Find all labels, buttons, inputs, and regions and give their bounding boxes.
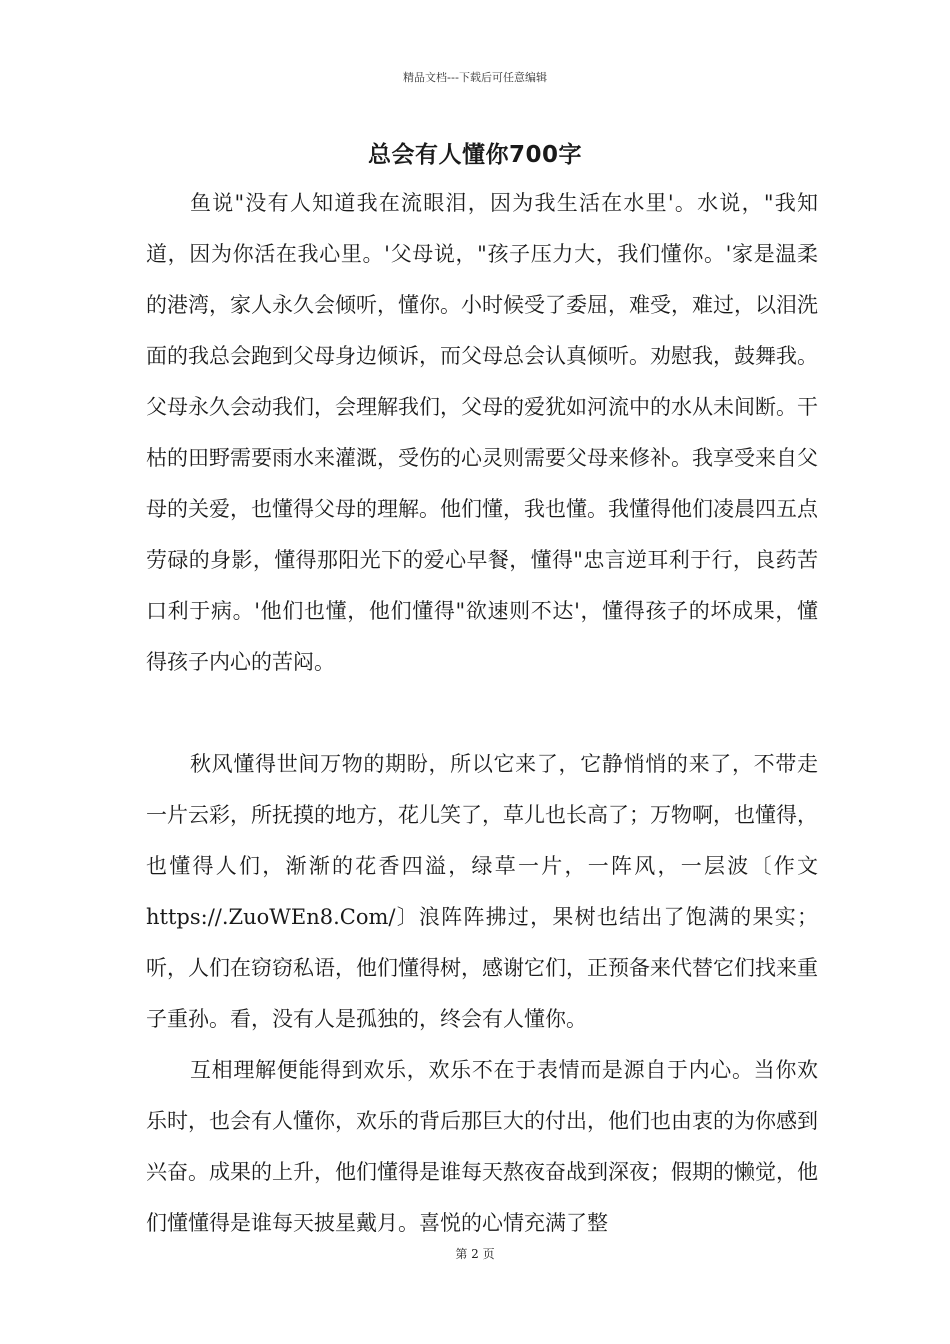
paragraph-spacer — [146, 688, 818, 739]
page-number: 第 2 页 — [455, 1247, 495, 1261]
paragraph-3: 互相理解便能得到欢乐，欢乐不在于表情而是源自于内心。当你欢乐时，也会有人懂你，欢乐的背后那巨大的付出，他们也由衷的为你感到兴奋。成果的上升，他们懂得是谁每天熬夜奋战到深夜；假期的懒觉，他们懂懂得是谁每天披星戴月。喜悦的心情充满了整 — [146, 1058, 818, 1235]
document-title: 总会有人懂你700字 — [367, 142, 582, 168]
paragraph-1: 鱼说"没有人知道我在流眼泪，因为我生活在水里'。水说，"我知道，因为你活在我心里。'父母说，"孩子压力大，我们懂你。'家是温柔的港湾，家人永久会倾听，懂你。小时候受了委屈，难受，难过，以泪洗面的我总会跑到父母身边倾诉，而父母总会认真倾听。劝慰我，鼓舞我。父母永久会动我们，会理解我们，父母的爱犹如河流中的水从未间断。干枯的田野需要雨水来灌溉，受伤的心灵则需要父母来修补。我享受来自父母的关爱，也懂得父母的理解。他们懂，我也懂。我懂得他们凌晨四五点劳碌的身影，懂得那阳光下的爱心早餐，懂得"忠言逆耳利于行，良药苦口利于病。'他们也懂，他们懂得"欲速则不达'，懂得孩子的坏成果，懂得孩子内心的苦闷。 — [146, 191, 818, 674]
page-header: 精品文档---下载后可任意编辑 — [403, 71, 547, 84]
paragraph-2: 秋风懂得世间万物的期盼，所以它来了，它静悄悄的来了，不带走一片云彩，所抚摸的地方，花儿笑了，草儿也长高了；万物啊，也懂得，也懂得人们，渐渐的花香四溢，绿草一片，一阵风，一层波〔作文https://.ZuoWEn8.Com/〕浪阵阵拂过，果树也结出了饱满的果实；听，人们在窃窃私语，他们懂得树，感谢它们，正预备来代替它们找来重子重孙。看，没有人是孤独的，终会有人懂你。 — [146, 752, 818, 1031]
document-body — [146, 178, 818, 1249]
